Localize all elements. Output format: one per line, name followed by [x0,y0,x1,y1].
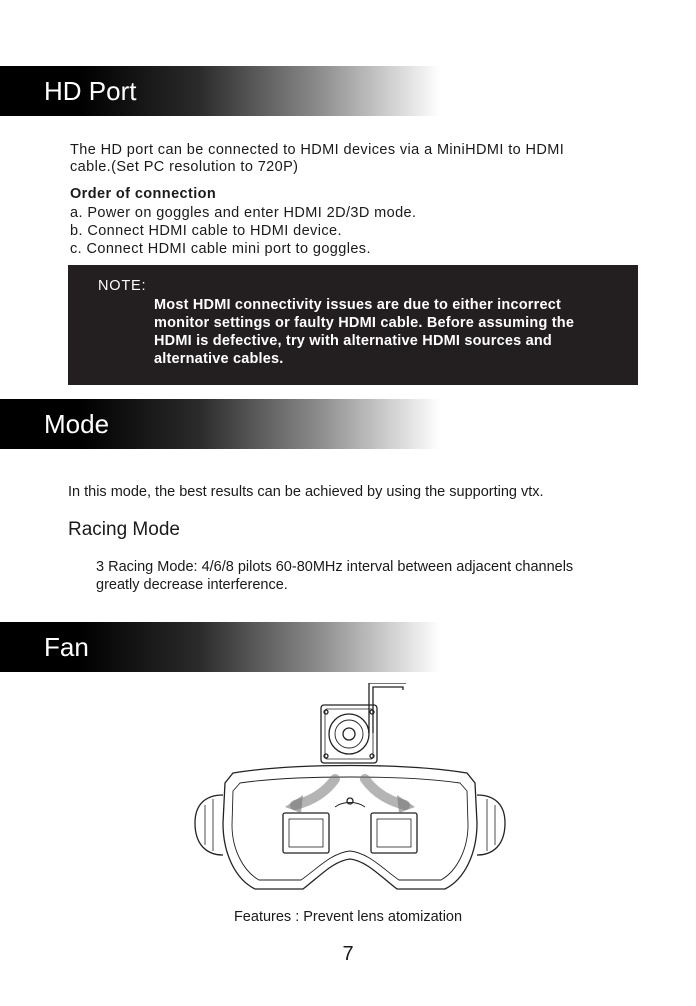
connection-step-a: a. Power on goggles and enter HDMI 2D/3D mode. [70,205,417,221]
left-grip-ridges [205,799,213,851]
note-text [154,296,634,368]
fan-screw [370,710,374,714]
left-lens-inner [289,819,323,847]
note-label: NOTE: [98,278,147,294]
hd-port-header [0,66,440,116]
racing-mode-title: Racing Mode [68,519,180,540]
note-line: monitor settings or faulty HDMI cable. Before assuming the [154,315,575,331]
hd-port-heading: HD Port [44,76,137,106]
hd-port-intro-line2: cable.(Set PC resolution to 720P) [70,159,299,175]
right-side-grip [477,795,505,855]
fan-header [0,622,440,672]
note-line: Most HDMI connectivity issues are due to either incorrect [154,297,562,313]
hd-port-intro-line1: The HD port can be connected to HDMI devices via a MiniHDMI to HDMI [70,142,565,158]
connection-step-b: b. Connect HDMI cable to HDMI device. [70,223,342,239]
airflow-arrowhead-right [397,795,415,813]
racing-mode-line1: 3 Racing Mode: 4/6/8 pilots 60-80MHz interval between adjacent channels [96,559,574,575]
right-lens-inner [377,819,411,847]
note-box [68,265,638,385]
mode-intro: In this mode, the best results can be achieved by using the supporting vtx. [68,484,544,500]
connection-step-c: c. Connect HDMI cable mini port to goggles. [70,241,371,257]
order-of-connection-title: Order of connection [70,186,217,202]
fan-housing-inner [325,709,373,759]
fan-hub [343,728,355,740]
racing-mode-line2: greatly decrease interference. [96,577,288,593]
note-line: HDMI is defective, try with alternative HDMI sources and [154,333,552,349]
fan-vent [347,798,353,804]
right-grip-ridges [487,799,495,851]
left-side-grip [195,795,223,855]
mode-heading: Mode [44,409,110,439]
fan-blade-inner [335,720,363,748]
note-line: alternative cables. [154,351,284,367]
fan-screw [370,754,374,758]
goggle-faceplate [232,777,468,880]
airflow-arrowhead-left [285,795,303,813]
goggle-body [223,766,477,890]
page-number: 7 [342,943,354,965]
fan-heading: Fan [44,632,89,662]
goggles-fan-illustration [185,683,515,895]
fan-cable-outer [369,683,406,733]
fan-caption: Features : Prevent lens atomization [233,909,463,925]
fan-screw [324,754,328,758]
nose-bridge [335,803,365,808]
fan-screw [324,710,328,714]
mode-header [0,399,440,449]
